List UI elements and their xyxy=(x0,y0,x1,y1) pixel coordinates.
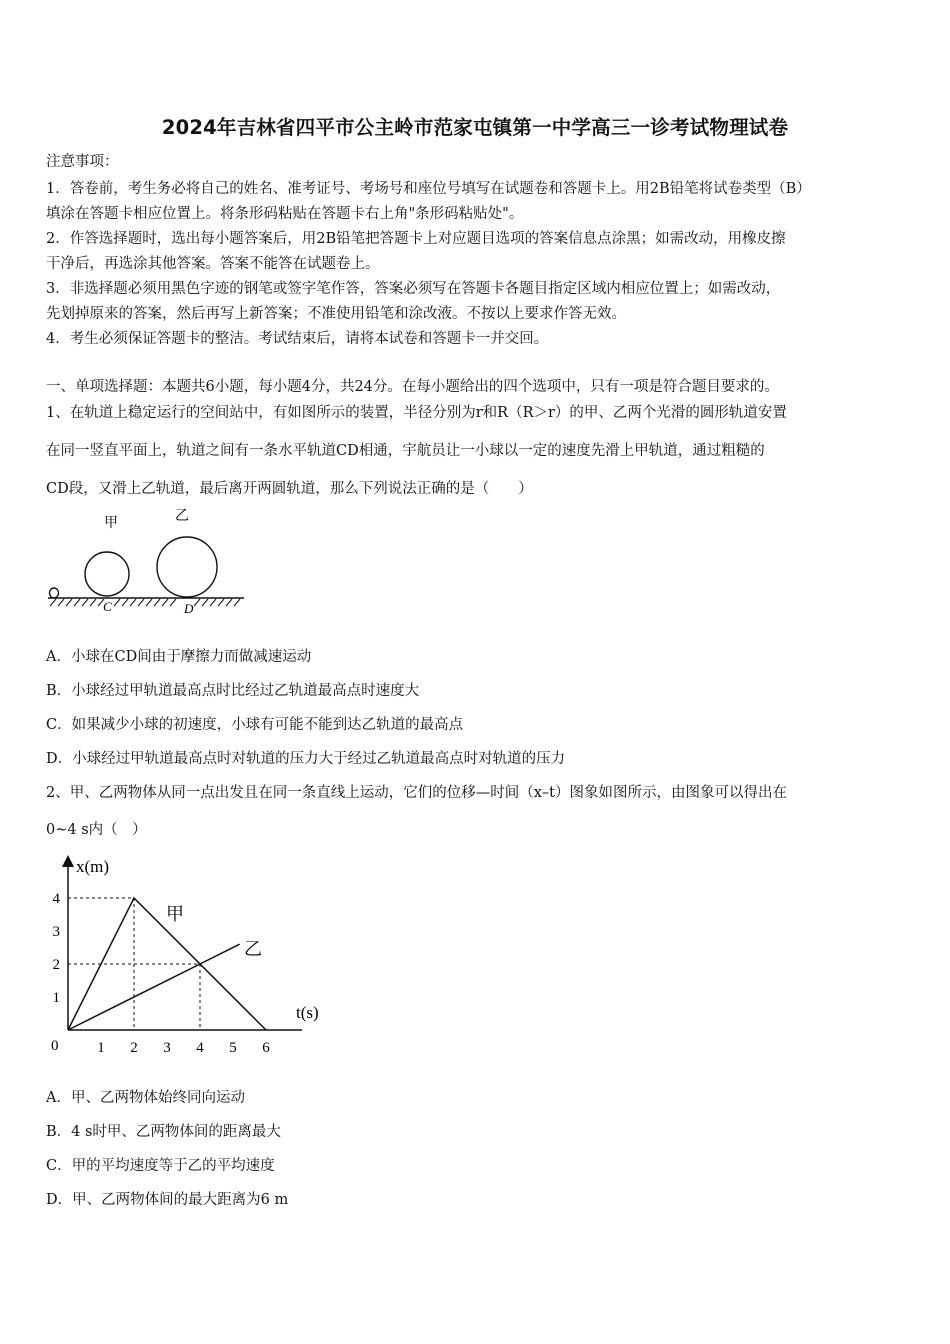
series-jia-label: 甲 xyxy=(166,904,184,924)
section-heading: 一、单项选择题：本题共6小题，每小题4分，共24分。在每小题给出的四个选项中，只有一项是符合题目要求的。 xyxy=(46,379,779,395)
label-jia: 甲 xyxy=(104,516,118,531)
q2-option-c: C．甲的平均速度等于乙的平均速度 xyxy=(46,1158,275,1174)
notice-line: 填涂在答题卡相应位置上。将条形码粘贴在答题卡右上角"条形码粘贴处"。 xyxy=(46,206,524,222)
series-yi-label: 乙 xyxy=(244,939,262,959)
track-figure xyxy=(44,503,254,623)
x-tick-label: 4 xyxy=(196,1040,204,1056)
notice-line: 2．作答选择题时，选出每小题答案后，用2B铅笔把答题卡上对应题目选项的答案信息点涂黑；如需改动，用橡皮擦 xyxy=(46,231,786,247)
notice-line: 先划掉原来的答案，然后再写上新答案；不准使用铅笔和涂改液。不按以上要求作答无效。 xyxy=(46,306,626,322)
q1-option-a: A．小球在CD间由于摩擦力而做减速运动 xyxy=(46,649,312,665)
series-yi-line xyxy=(68,944,240,1030)
q2-option-d: D．甲、乙两物体间的最大距离为6 m xyxy=(46,1192,289,1208)
notice-line: 4．考生必须保证答题卡的整洁。考试结束后，请将本试卷和答题卡一并交回。 xyxy=(46,331,549,347)
label-d: D xyxy=(184,601,194,616)
q1-option-b: B．小球经过甲轨道最高点时比经过乙轨道最高点时速度大 xyxy=(46,683,420,699)
q2-option-a: A．甲、乙两物体始终同向运动 xyxy=(46,1090,245,1106)
label-c: C xyxy=(103,599,112,614)
track-jia-circle xyxy=(85,552,129,596)
question-2-text: 0~4 s内（ ） xyxy=(46,822,147,838)
y-axis-label: x(m) xyxy=(76,857,110,876)
question-1-text: CD段，又滑上乙轨道，最后离开两圆轨道，那么下列说法正确的是（ ） xyxy=(46,481,533,497)
y-tick-label: 2 xyxy=(52,957,60,973)
xt-chart xyxy=(40,848,340,1063)
q2-option-b: B．4 s时甲、乙两物体间的距离最大 xyxy=(46,1124,281,1140)
track-yi-circle xyxy=(157,537,217,597)
x-axis-label: t(s) xyxy=(296,1003,319,1022)
page-title: 2024年吉林省四平市公主岭市范家屯镇第一中学高三一诊考试物理试卷 xyxy=(161,116,789,139)
x-tick-label: 3 xyxy=(163,1040,171,1056)
y-tick-label: 1 xyxy=(52,990,60,1006)
question-1-text: 在同一竖直平面上，轨道之间有一条水平轨道CD相通，宇航员让一小球以一定的速度先滑上甲轨道，通过粗糙的 xyxy=(46,443,765,459)
q1-option-c: C．如果减少小球的初速度，小球有可能不能到达乙轨道的最高点 xyxy=(46,717,464,733)
notice-heading: 注意事项： xyxy=(46,154,119,170)
x-tick-label: 2 xyxy=(130,1040,138,1056)
notice-line: 干净后，再选涂其他答案。答案不能答在试题卷上。 xyxy=(46,256,380,272)
x-tick-label: 6 xyxy=(262,1040,270,1056)
question-2-text: 2、甲、乙两物体从同一点出发且在同一条直线上运动，它们的位移—时间（x–t）图象如图所示，由图象可以得出在 xyxy=(46,785,787,801)
label-yi: 乙 xyxy=(175,509,189,524)
q1-option-d: D．小球经过甲轨道最高点时对轨道的压力大于经过乙轨道最高点时对轨道的压力 xyxy=(46,751,566,767)
x-tick-label: 5 xyxy=(229,1040,237,1056)
notice-line: 1．答卷前，考生务必将自己的姓名、准考证号、考场号和座位号填写在试题卷和答题卡上。用2B铅笔将试卷类型（B） xyxy=(46,181,811,197)
y-tick-label: 3 xyxy=(52,924,60,940)
x-tick-label: 1 xyxy=(97,1040,105,1056)
ball xyxy=(50,588,59,598)
y-tick-label: 4 xyxy=(52,891,60,907)
notice-line: 3．非选择题必须用黑色字迹的钢笔或签字笔作答，答案必须写在答题卡各题目指定区域内相应位置上；如需改动， xyxy=(46,281,781,297)
ground-hatching xyxy=(50,599,240,606)
question-1-text: 1、在轨道上稳定运行的空间站中，有如图所示的装置，半径分别为r和R（R＞r）的甲、乙两个光滑的圆形轨道安置 xyxy=(46,405,787,421)
origin-label: 0 xyxy=(51,1038,59,1054)
